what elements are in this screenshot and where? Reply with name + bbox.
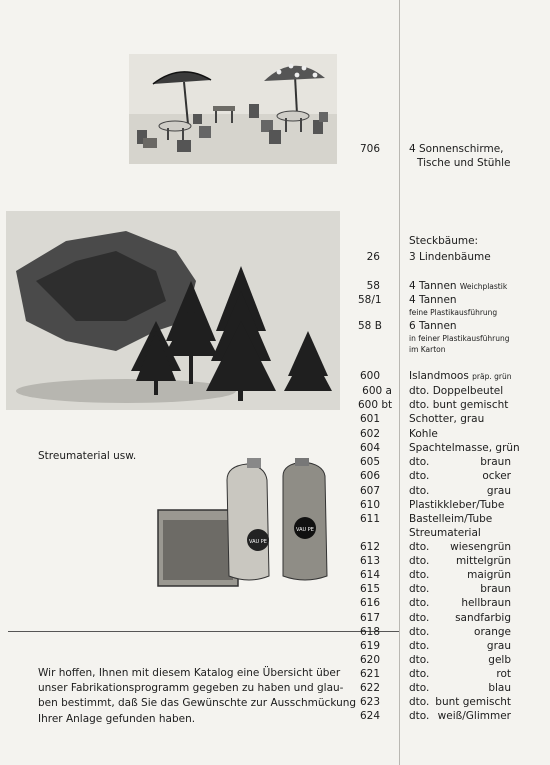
item-description: dto. Doppelbeutel (409, 385, 504, 397)
closing-paragraph (38, 666, 393, 727)
item-number: 618 (359, 626, 380, 638)
item-number: 621 (359, 668, 380, 680)
trees-photo (6, 211, 340, 410)
item-number: 623 (359, 696, 380, 708)
catalog-entry-620 (358, 653, 548, 667)
item-number: 607 (359, 485, 380, 497)
item-ditto: dto. (409, 710, 430, 722)
item-name: 4 Tannen (409, 280, 457, 292)
item-ditto: dto. (409, 640, 430, 652)
closing-line: unser Fabrikationsprogramm gegeben zu haben und glau- (38, 682, 344, 695)
item-number: 602 (359, 428, 380, 440)
item-number: 612 (359, 541, 380, 553)
catalog-entry-58-1 (358, 293, 548, 307)
catalog-entry-600 (358, 369, 548, 383)
catalog-entry-600bt (358, 398, 548, 412)
catalog-entry-613 (358, 554, 548, 568)
item-number: 614 (359, 569, 380, 581)
item-color: bunt gemischt (435, 696, 511, 708)
item-color: weiß/Glimmer (437, 710, 511, 722)
catalog-entry-607 (358, 484, 548, 498)
item-color: gelb (488, 654, 511, 666)
item-color: wiesengrün (450, 541, 511, 553)
item-ditto: dto. (409, 555, 430, 567)
item-color: sandfarbig (455, 612, 511, 624)
catalog-entry-610 (358, 498, 548, 512)
item-number: 615 (359, 583, 380, 595)
catalog-entry-623 (358, 695, 548, 709)
item-description: dto. bunt gemischt (409, 399, 509, 411)
item-description: Schotter, grau (409, 413, 485, 425)
item-ditto: dto. (409, 470, 430, 482)
catalog-entry-618 (358, 625, 548, 639)
item-number: 613 (359, 555, 380, 567)
item-note: in feiner Plastikausführung (409, 334, 510, 343)
item-name: Islandmoos (409, 370, 469, 382)
steckbaeume-heading: Steckbäume: (409, 235, 479, 247)
item-number: 604 (359, 442, 380, 454)
item-note: feine Plastikausführung (409, 308, 498, 317)
item-color: braun (480, 583, 511, 595)
item-number: 619 (359, 640, 380, 652)
item-color: maigrün (467, 569, 511, 581)
item-color: hellbraun (461, 597, 511, 609)
catalog-entry-617 (358, 611, 548, 625)
catalog-entry-622 (358, 681, 548, 695)
catalog-entry-606 (358, 469, 548, 483)
item-ditto: dto. (409, 541, 430, 553)
item-number: 605 (359, 456, 380, 468)
item-color: orange (474, 626, 511, 638)
item-ditto: dto. (409, 682, 430, 694)
item-color: mittelgrün (455, 555, 511, 567)
item-description: 6 Tannen (409, 320, 457, 332)
item-note: im Karton (409, 345, 446, 354)
item-color: grau (486, 640, 511, 652)
catalog-entry-58b (358, 319, 548, 333)
item-color: rot (496, 668, 511, 680)
catalog-entry-619 (358, 639, 548, 653)
catalog-entry-611 (358, 512, 548, 526)
item-number: 622 (359, 682, 380, 694)
item-color: grau (486, 485, 511, 497)
item-color: ocker (482, 470, 511, 482)
item-number: 58 B (358, 320, 382, 332)
item-number: 706 (359, 143, 380, 155)
closing-line: Wir hoffen, Ihnen mit diesem Katalog eine Übersicht über (38, 667, 341, 679)
closing-line: Ihrer Anlage gefunden haben. (38, 712, 196, 725)
item-number: 58 (366, 280, 380, 292)
catalog-entry-604 (358, 441, 548, 455)
item-number: 620 (359, 654, 380, 666)
item-description: Tische und Stühle (417, 157, 511, 169)
item-note: präp. grün (472, 372, 512, 381)
item-ditto: dto. (409, 456, 430, 468)
umbrellas-photo (129, 54, 337, 164)
item-description: 4 Sonnenschirme, (409, 143, 504, 155)
item-description: Kohle (409, 428, 438, 440)
item-ditto: dto. (409, 569, 430, 581)
item-number: 26 (366, 251, 380, 263)
item-number: 616 (359, 597, 380, 609)
item-ditto: dto. (409, 696, 430, 708)
item-number: 600 (359, 370, 380, 382)
item-number: 610 (359, 499, 380, 511)
section-divider (8, 631, 399, 632)
item-description: Bastelleim/Tube (409, 513, 493, 525)
bags-photo (155, 458, 341, 590)
catalog-entry-624 (358, 709, 548, 723)
bag-label-1: VAU PE (249, 539, 267, 545)
item-number: 58/1 (358, 294, 382, 306)
item-number: 624 (359, 710, 380, 722)
item-color: blau (488, 682, 511, 694)
bag-label-2: VAU PE (296, 527, 314, 533)
item-description: 4 Tannen (409, 294, 457, 306)
item-description: Spachtelmasse, grün (409, 442, 520, 454)
item-number: 606 (359, 470, 380, 482)
catalog-entry-616 (358, 596, 548, 610)
catalog-entry-706-cont (358, 156, 548, 170)
item-description (409, 279, 507, 294)
catalog-entry-26 (358, 250, 548, 264)
item-number: 600 a (362, 385, 392, 397)
catalog-entry-600a (358, 384, 548, 398)
item-number: 611 (359, 513, 380, 525)
item-ditto: dto. (409, 668, 430, 680)
item-ditto: dto. (409, 485, 430, 497)
catalog-entry-601 (358, 412, 548, 426)
catalog-entry-612 (358, 540, 548, 554)
item-number: 600 bt (358, 399, 393, 411)
catalog-entry-605 (358, 455, 548, 469)
item-note: Weichplastik (459, 282, 508, 291)
catalog-entry-615 (358, 582, 548, 596)
item-description (409, 369, 511, 384)
caption-streumaterial: Streumaterial usw. (38, 450, 137, 462)
item-ditto: dto. (409, 597, 430, 609)
item-color: braun (480, 456, 511, 468)
catalog-entry-614 (358, 568, 548, 582)
streumaterial-heading: Streumaterial (409, 527, 481, 539)
item-number: 601 (359, 413, 380, 425)
item-ditto: dto. (409, 612, 430, 624)
item-ditto: dto. (409, 654, 430, 666)
catalog-entry-621 (358, 667, 548, 681)
closing-line: ben bestimmt, daß Sie das Gewünschte zur Ausschmückung (38, 697, 357, 710)
catalog-entry-58 (358, 279, 548, 293)
item-description: 3 Lindenbäume (409, 251, 491, 263)
catalog-entry-706 (358, 142, 548, 156)
catalog-entry-602 (358, 427, 548, 441)
item-ditto: dto. (409, 583, 430, 595)
streumaterial-heading-row (358, 526, 548, 540)
item-description: Plastikkleber/Tube (409, 499, 505, 511)
item-ditto: dto. (409, 626, 430, 638)
item-number: 617 (359, 612, 380, 624)
